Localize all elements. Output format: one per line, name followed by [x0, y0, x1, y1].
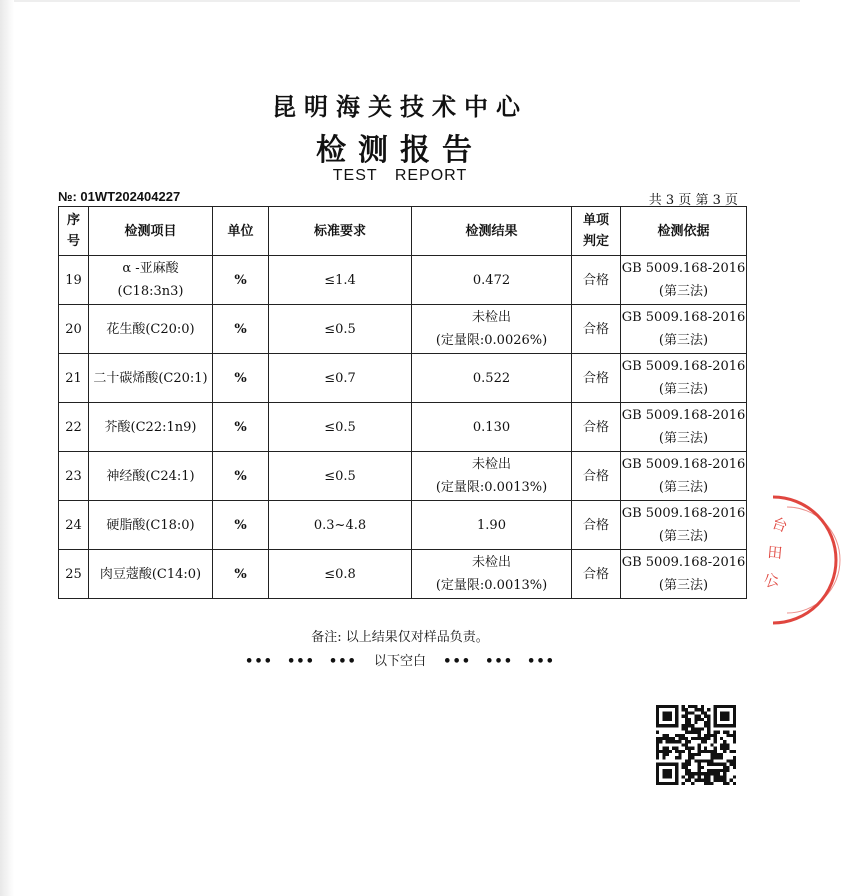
- row-unit: %: [213, 305, 269, 354]
- qr-code-icon: [656, 705, 736, 785]
- row-standard: ≤0.5: [269, 305, 412, 354]
- row-standard: ≤0.8: [269, 550, 412, 599]
- row-result: 0.472: [412, 256, 572, 305]
- svg-text:台: 台: [769, 513, 790, 536]
- row-unit: %: [213, 501, 269, 550]
- row-basis: GB 5009.168-2016 (第三法): [621, 354, 747, 403]
- table-row: [59, 550, 747, 599]
- table-row: [59, 403, 747, 452]
- row-basis: GB 5009.168-2016 (第三法): [621, 452, 747, 501]
- row-item: 硬脂酸(C18:0): [89, 501, 213, 550]
- row-result: 0.130: [412, 403, 572, 452]
- row-basis: GB 5009.168-2016 (第三法): [621, 256, 747, 305]
- row-unit: %: [213, 550, 269, 599]
- row-judgment: 合格: [572, 305, 621, 354]
- official-seal-stamp: [762, 495, 845, 625]
- table-row: [59, 501, 747, 550]
- row-index: 20: [59, 305, 89, 354]
- results-table: [58, 206, 747, 599]
- header-item: 检测项目: [89, 207, 213, 256]
- header-judgment: 单项 判定: [572, 207, 621, 256]
- row-judgment: 合格: [572, 501, 621, 550]
- blank-below-marker: ••• ••• ••• 以下空白 ••• ••• •••: [245, 654, 555, 669]
- row-unit: %: [213, 403, 269, 452]
- row-unit: %: [213, 452, 269, 501]
- row-standard: ≤0.7: [269, 354, 412, 403]
- row-standard: ≤1.4: [269, 256, 412, 305]
- table-row: [59, 256, 747, 305]
- header-index: 序 号: [59, 207, 89, 256]
- row-item: 花生酸(C20:0): [89, 305, 213, 354]
- row-index: 25: [59, 550, 89, 599]
- row-judgment: 合格: [572, 354, 621, 403]
- row-item: 二十碳烯酸(C20:1): [89, 354, 213, 403]
- row-index: 22: [59, 403, 89, 452]
- page-top-edge: [0, 0, 800, 2]
- row-standard: 0.3~4.8: [269, 501, 412, 550]
- row-result: 未检出 (定量限:0.0013%): [412, 452, 572, 501]
- row-result: 未检出 (定量限:0.0026%): [412, 305, 572, 354]
- row-unit: %: [213, 256, 269, 305]
- row-standard: ≤0.5: [269, 452, 412, 501]
- header-basis: 检测依据: [621, 207, 747, 256]
- row-result: 0.522: [412, 354, 572, 403]
- row-basis: GB 5009.168-2016 (第三法): [621, 403, 747, 452]
- row-item: 神经酸(C24:1): [89, 452, 213, 501]
- table-row: [59, 305, 747, 354]
- header-result: 检测结果: [412, 207, 572, 256]
- row-index: 24: [59, 501, 89, 550]
- organization-name: 昆明海关技术中心: [272, 92, 528, 121]
- svg-text:公: 公: [762, 570, 781, 591]
- row-basis: GB 5009.168-2016 (第三法): [621, 550, 747, 599]
- row-index: 21: [59, 354, 89, 403]
- report-number: №: 01WT202404227: [58, 189, 181, 204]
- svg-text:田: 田: [766, 543, 784, 563]
- row-judgment: 合格: [572, 256, 621, 305]
- table-header-row: [59, 207, 747, 256]
- row-item: 芥酸(C22:1n9): [89, 403, 213, 452]
- report-subtitle: TEST REPORT: [332, 167, 468, 184]
- row-judgment: 合格: [572, 403, 621, 452]
- row-index: 19: [59, 256, 89, 305]
- row-item: 肉豆蔻酸(C14:0): [89, 550, 213, 599]
- row-standard: ≤0.5: [269, 403, 412, 452]
- row-basis: GB 5009.168-2016 (第三法): [621, 305, 747, 354]
- row-basis: GB 5009.168-2016 (第三法): [621, 501, 747, 550]
- row-judgment: 合格: [572, 452, 621, 501]
- row-item: α -亚麻酸 (C18:3n3): [89, 256, 213, 305]
- table-row: [59, 354, 747, 403]
- header-standard: 标准要求: [269, 207, 412, 256]
- header-unit: 单位: [213, 207, 269, 256]
- report-title: 检测报告: [316, 133, 484, 168]
- row-judgment: 合格: [572, 550, 621, 599]
- row-unit: %: [213, 354, 269, 403]
- row-index: 23: [59, 452, 89, 501]
- row-result: 未检出 (定量限:0.0013%): [412, 550, 572, 599]
- table-row: [59, 452, 747, 501]
- row-result: 1.90: [412, 501, 572, 550]
- remark-note: 备注: 以上结果仅对样品负责。: [311, 630, 489, 645]
- page-count: 共 3 页 第 3 页: [648, 193, 738, 208]
